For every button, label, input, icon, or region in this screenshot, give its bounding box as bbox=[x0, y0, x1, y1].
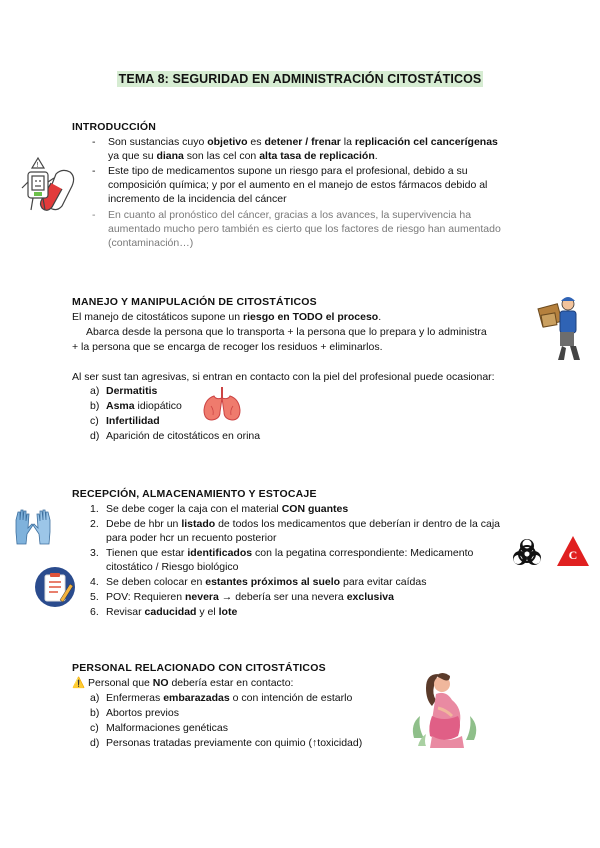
cytotoxic-label: C bbox=[568, 548, 578, 562]
bullet-dash: - bbox=[92, 136, 96, 148]
list-item: d) Personas tratadas previamente con quimio (↑toxicidad) bbox=[90, 737, 363, 749]
list-item: 4. Se deben colocar en estantes próximos al suelo para evitar caídas bbox=[90, 576, 427, 588]
svg-text:!: ! bbox=[36, 162, 39, 169]
list-item: d) Aparición de citostáticos en orina bbox=[90, 430, 261, 442]
intro-b1-line1: Son sustancias cuyo objetivo es detener / frenar la replicación cel cancerígenas bbox=[108, 136, 498, 148]
bullet-dash: - bbox=[92, 209, 96, 221]
intro-b1-line2: ya que su diana son las cel con alta tasa de replicación. bbox=[108, 150, 378, 162]
pregnant-woman-icon bbox=[408, 668, 480, 755]
list-item-continuation: para poder hcr un recuento posterior bbox=[106, 532, 277, 544]
list-item: 5. POV: Requieren nevera → debería ser una nevera exclusiva bbox=[90, 591, 394, 603]
manejo-p4: Al ser sust tan agresivas, si entran en contacto con la piel del profesional puede ocasionar: bbox=[72, 371, 495, 383]
list-item: b) Asma idiopático bbox=[90, 400, 182, 412]
personal-heading: PERSONAL RELACIONADO CON CITOSTÁTICOS bbox=[72, 662, 326, 674]
delivery-worker-icon bbox=[538, 294, 584, 367]
list-item: a) Enfermeras embarazadas o con intención de estarlo bbox=[90, 692, 353, 704]
intro-bullet-1 bbox=[92, 135, 96, 149]
recepcion-heading: RECEPCIÓN, ALMACENAMIENTO Y ESTOCAJE bbox=[72, 488, 317, 500]
clipboard-checklist-icon bbox=[34, 566, 76, 611]
lungs-icon bbox=[202, 384, 242, 427]
list-item: c) Infertilidad bbox=[90, 415, 160, 427]
intro-heading: INTRODUCCIÓN bbox=[72, 121, 157, 133]
bullet-dash: - bbox=[92, 165, 96, 177]
intro-b3-line3: (contaminación…) bbox=[108, 237, 194, 249]
list-item: a) Dermatitis bbox=[90, 385, 158, 397]
manejo-p2: Abarca desde la persona que lo transporta + la persona que lo prepara y lo administra bbox=[86, 326, 487, 338]
warning-icon: ⚠️ bbox=[72, 677, 86, 689]
list-item: b) Abortos previos bbox=[90, 707, 179, 719]
intro-b2-line3: incremento de la incidencia del cáncer bbox=[108, 193, 287, 205]
list-item: c) Malformaciones genéticas bbox=[90, 722, 228, 734]
intro-b2-line2: composición química; y por el aumento en el manejo de estos fármacos debido al bbox=[108, 179, 488, 191]
list-item: 1. Se debe coger la caja con el material CON guantes bbox=[90, 503, 349, 515]
pill-character-icon bbox=[20, 152, 80, 217]
manejo-p3: + la persona que se encarga de recoger los residuos + eliminarlos. bbox=[72, 341, 383, 353]
biohazard-icon bbox=[511, 537, 543, 572]
manejo-p1: El manejo de citostáticos supone un riesgo en TODO el proceso. bbox=[72, 311, 382, 323]
manejo-heading: MANEJO Y MANIPULACIÓN DE CITOSTÁTICOS bbox=[72, 296, 317, 308]
list-item: 2. Debe de hbr un listado de todos los medicamentos que deberían ir dentro de la caja bbox=[90, 518, 500, 530]
intro-b2-line1: Este tipo de medicamentos supone un riesgo para el profesional, debido a su bbox=[108, 165, 468, 177]
list-item-continuation: citostático / Riesgo biológico bbox=[106, 561, 239, 573]
page-title: TEMA 8: SEGURIDAD EN ADMINISTRACIÓN CITOSTÁTICOS bbox=[118, 72, 482, 86]
personal-intro: ⚠️ Personal que NO debería estar en contacto: bbox=[72, 677, 294, 689]
list-item: 3. Tienen que estar identificados con la pegatina correspondiente: Medicamento bbox=[90, 547, 474, 559]
list-item: 6. Revisar caducidad y el lote bbox=[90, 606, 238, 618]
gloves-icon bbox=[12, 506, 54, 551]
intro-b3-line1: En cuanto al pronóstico del cáncer, gracias a los avances, la supervivencia ha bbox=[108, 209, 472, 221]
intro-b3-line2: aumentado mucho pero también es cierto que los factores de riesgo han aumentado bbox=[108, 223, 501, 235]
cytotoxic-warning-icon bbox=[556, 535, 590, 570]
